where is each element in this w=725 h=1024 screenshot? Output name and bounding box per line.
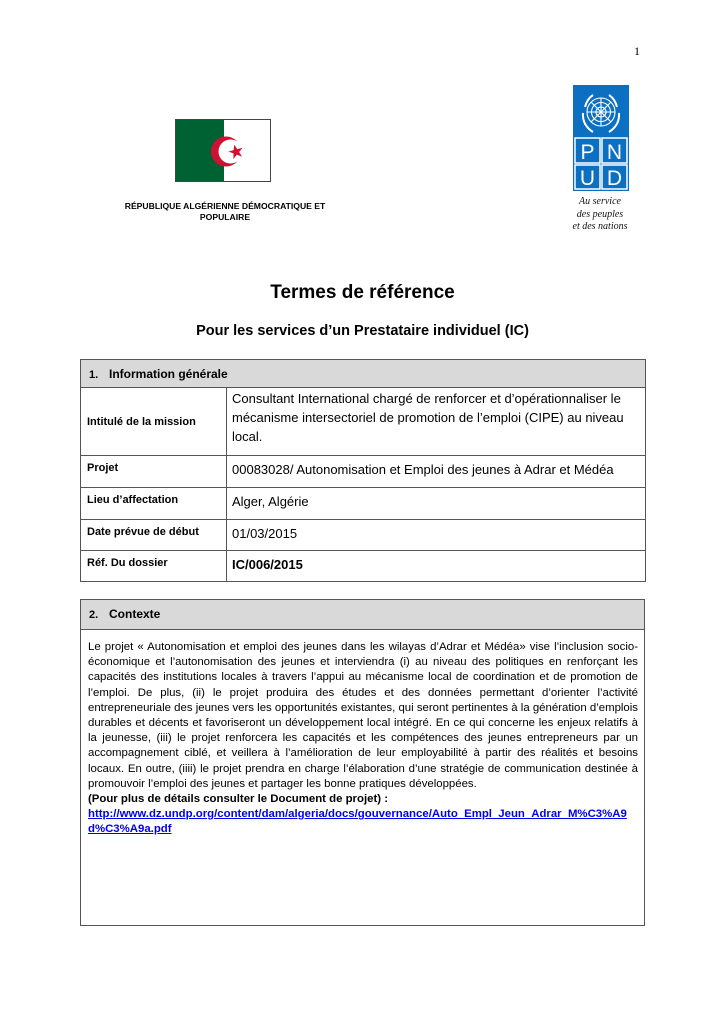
- label-project: Projet: [81, 456, 227, 488]
- undp-letter-p: P: [580, 141, 595, 164]
- republic-line-2: POPULAIRE: [199, 212, 251, 222]
- page-number: 1: [634, 44, 640, 58]
- undp-letter-n: N: [606, 141, 623, 164]
- table-row-mission: [81, 388, 646, 456]
- label-start-date: Date prévue de début: [81, 520, 227, 551]
- section-2-heading: [81, 600, 644, 630]
- table-row-reference: [81, 551, 646, 582]
- label-location: Lieu d’affectation: [81, 488, 227, 520]
- value-location: Alger, Algérie: [227, 488, 646, 520]
- general-info-header-row: [81, 360, 646, 388]
- context-paragraph: Le projet « Autonomisation et emploi des jeunes dans les wilayas d’Adrar et Médéa» vise l’inclusion socio-économique et l’autonomisation des jeunes et interviendra (i) au niveau des politiques en renforçant les capacités des institutions locales à travers l’appui au mécanisme local de coordination et de promotion de l’emploi. De plus, (ii) le projet produira des études et des données permettant d’orienter l’activité entrepreneuriale des jeunes vers les opportunités existantes, qui seront pertinentes à la génération d’emplois durables et décents et favoriseront un développement local intégré. En ce qui concerne les enjeux relatifs à la jeunesse, (iii) le projet renforcera les capacités et les compétences des jeunes entrepreneurs par un accompagnement ciblé, et veillera à l’amélioration de leur employabilité à partir des réalités et besoins locaux. En outre, (iiii) le projet prendra en charge l’élaboration d’une stratégie de communication destinée à promouvoir l’emploi des jeunes et partager les bonne pratiques développées.: [88, 641, 638, 790]
- value-reference: IC/006/2015: [227, 551, 646, 582]
- undp-letter-u: U: [579, 167, 596, 190]
- section-1-number: 1.: [89, 368, 99, 381]
- undp-tagline-line-3: et des nations: [572, 221, 628, 232]
- algeria-flag-image: [175, 119, 271, 182]
- flag-graphic: [176, 120, 271, 182]
- document-title: Termes de référence: [270, 282, 455, 303]
- republic-name: [95, 201, 355, 223]
- table-row-start-date: [81, 520, 646, 551]
- table-row-project: [81, 456, 646, 488]
- undp-logo-graphic: [573, 85, 629, 191]
- section-2-number: 2.: [89, 609, 99, 621]
- document-subtitle: Pour les services d’un Prestataire individuel (IC): [196, 323, 529, 339]
- undp-letter-d: D: [606, 167, 623, 190]
- undp-tagline: [560, 196, 640, 234]
- context-note: (Pour plus de détails consulter le Document de projet) :: [88, 793, 388, 806]
- republic-line-1: RÉPUBLIQUE ALGÉRIENNE DÉMOCRATIQUE ET: [124, 201, 326, 211]
- label-mission-title: Intitulé de la mission: [81, 388, 227, 456]
- project-document-link[interactable]: http://www.dz.undp.org/content/dam/algeria/docs/gouvernance/Auto_Empl_Jeun_Adrar_M%C3%A9d%C3%A9a.pdf: [88, 808, 627, 836]
- undp-logo: [573, 85, 629, 191]
- table-row-location: [81, 488, 646, 520]
- section-1-title: Information générale: [109, 366, 228, 381]
- value-mission-title: Consultant International chargé de renforcer et d’opérationnaliser le mécanisme intersectoriel de promotion de l’emploi (CIPE) au niveau local.: [227, 388, 646, 456]
- value-start-date: 01/03/2015: [227, 520, 646, 551]
- value-project: 00083028/ Autonomisation et Emploi des jeunes à Adrar et Médéa: [227, 456, 646, 488]
- undp-tagline-line-2: des peuples: [576, 208, 624, 220]
- label-reference: Réf. Du dossier: [81, 551, 227, 582]
- section-1-heading: [81, 360, 646, 388]
- section-2-title: Contexte: [109, 607, 161, 621]
- general-info-table: [80, 359, 646, 582]
- context-section: [80, 599, 645, 926]
- undp-tagline-line-1: Au service: [579, 196, 621, 207]
- context-body: [81, 630, 644, 838]
